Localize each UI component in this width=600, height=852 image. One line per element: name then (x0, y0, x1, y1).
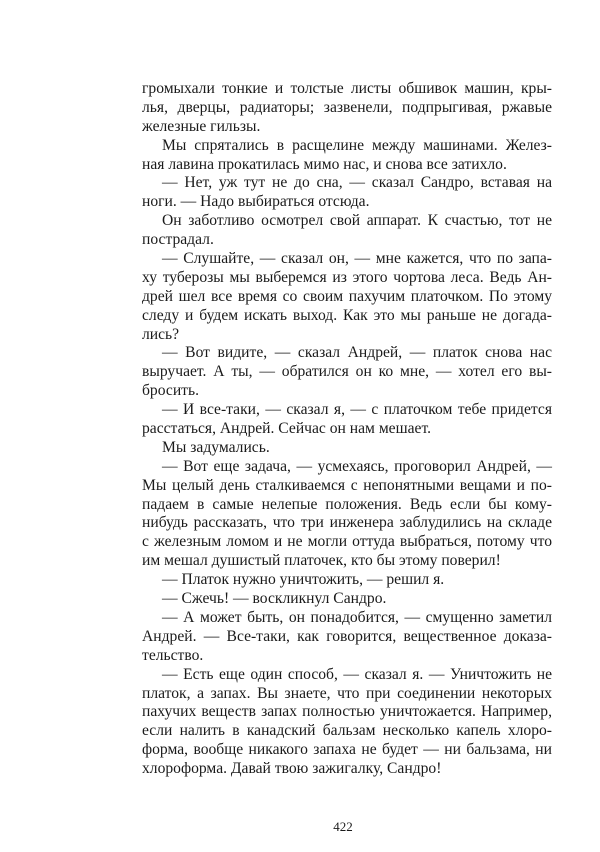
text-line: — Платок нужно уничтожить, — решил я. (162, 571, 445, 589)
text-line: выручает. А ты, — обратился он ко мне, — хотел его вы- (142, 363, 552, 381)
text-line: форма, вообще никакого запаха не будет — ни бальзама, ни (142, 741, 552, 759)
text-line: Андрей. — Все-таки, как говорится, вещественное доказа- (142, 627, 552, 645)
text-line: падаем в самые нелепые положения. Ведь если бы кому- (142, 495, 552, 513)
text-line: — Сжечь! — воскликнул Сандро. (162, 590, 387, 608)
text-line: бросить. (142, 382, 200, 400)
text-line: — И все-таки, — сказал я, — с платочком тебе придется (162, 401, 552, 419)
text-line: железные гильзы. (142, 117, 261, 135)
text-line: Он заботливо осмотрел свой аппарат. К счастью, тот не (162, 212, 552, 230)
text-line: им мешал душистый платочек, кто бы этому поверил! (142, 552, 501, 570)
text-line: ноги. — Надо выбираться отсюда. (142, 193, 370, 211)
text-line: нибудь рассказать, что три инженера заблудились на складе (142, 514, 552, 532)
text-line: — Вот видите, — сказал Андрей, — платок снова нас (162, 344, 552, 362)
text-line: пострадал. (142, 231, 214, 249)
body-text (142, 80, 552, 779)
text-line: с железным ломом и не могли оттуда выбраться, потому что (142, 533, 552, 551)
text-line: тельство. (142, 646, 204, 664)
page-number: 422 (333, 819, 353, 834)
text-line: — Слушайте, — сказал он, — мне кажется, что по запа- (162, 250, 552, 268)
text-line: пахучих веществ запах полностью уничтожается. Например, (142, 703, 552, 721)
text-line: ная лавина прокатилась мимо нас, и снова все затихло. (142, 155, 507, 173)
text-line: Мы задумались. (162, 438, 270, 456)
text-line: дрей шел все время со своим пахучим платочком. По этому (142, 287, 552, 305)
text-line: — Есть еще один способ, — сказал я. — Уничтожить не (162, 665, 552, 683)
text-line: следу и будем искать выход. Как это мы раньше не догада- (142, 306, 552, 324)
text-line: расстаться, Андрей. Сейчас он нам мешает. (142, 420, 431, 438)
text-line: ху туберозы мы выберемся из этого чортова леса. Ведь Ан- (142, 268, 552, 286)
text-line: — Нет, уж тут не до сна, — сказал Сандро, вставая на (162, 174, 552, 192)
text-line: — Вот еще задача, — усмехаясь, проговорил Андрей, — (162, 457, 552, 475)
text-line: Мы спрятались в расщелине между машинами. Желез- (162, 136, 552, 154)
text-line: хлороформа. Давай твою зажигалку, Сандро! (142, 760, 442, 778)
text-line: лись? (142, 325, 180, 343)
text-line: Мы целый день сталкиваемся с непонятными вещами и по- (142, 476, 552, 494)
text-line: платок, а запах. Вы знаете, что при соединении некоторых (142, 684, 552, 702)
text-line: громыхали тонкие и толстые листы обшивок машин, кры- (142, 80, 552, 97)
text-line: лья, дверцы, радиаторы; зазвенели, подпрыгивая, ржавые (142, 98, 552, 116)
text-line: — А может быть, он понадобится, — смущенно заметил (162, 608, 552, 626)
text-line: если налить в канадский бальзам несколько капель хлоро- (142, 722, 552, 740)
